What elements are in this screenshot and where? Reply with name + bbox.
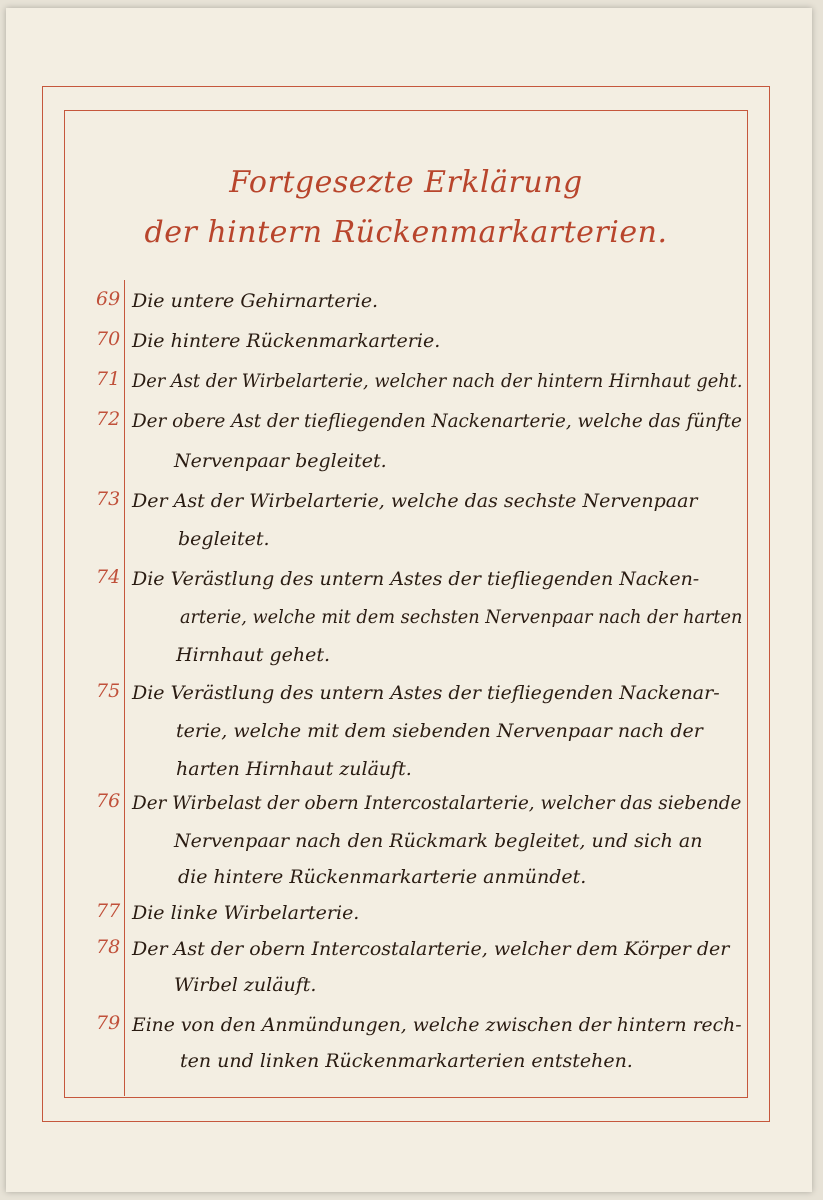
entry-text-line: harten Hirnhaut zuläuft. [176,758,412,780]
entry-number: 74 [96,566,121,588]
entry-text-line: Der Wirbelast der obern Intercostalarterie, welcher das siebende [132,792,742,814]
entry-text-line: Hirnhaut gehet. [176,644,331,666]
entry-text-line: Die Verästlung des untern Astes der tiefliegenden Nackenar- [132,682,720,704]
entry-number: 76 [96,790,121,812]
entry-text-line: die hintere Rückenmarkarterie anmündet. [178,866,587,888]
entry-text-line: arterie, welche mit dem sechsten Nervenpaar nach der harten [180,606,743,628]
entry-number: 78 [96,936,121,958]
entry-text-line: Die linke Wirbelarterie. [132,902,360,924]
entry-text-line: Die hintere Rückenmarkarterie. [132,330,441,352]
entry-text-line: terie, welche mit dem siebenden Nervenpaar nach der [176,720,703,742]
entry-number: 73 [96,488,121,510]
entry-text-line: begleitet. [178,528,270,550]
entry-text-line: Nervenpaar nach den Rückmark begleitet, und sich an [174,830,703,852]
entry-text-line: Wirbel zuläuft. [174,974,317,996]
entry-number: 75 [96,680,121,702]
entry-number: 69 [96,288,121,310]
entry-text-line: Nervenpaar begleitet. [174,450,387,472]
entry-number: 70 [96,328,121,350]
entry-text-line: Die Verästlung des untern Astes der tiefliegenden Nacken- [132,568,700,590]
title-line-1: Fortgesezte Erklärung [229,165,583,200]
entry-number: 71 [96,368,121,390]
entry-text-line: Der Ast der obern Intercostalarterie, welcher dem Körper der [132,938,730,960]
entry-text-line: Der Ast der Wirbelarterie, welche das sechste Nervenpaar [132,490,698,512]
entry-number: 79 [96,1012,121,1034]
entry-text-line: Eine von den Anmündungen, welche zwischen der hintern rech- [132,1014,742,1036]
entry-number: 77 [96,900,121,922]
entry-text-line: ten und linken Rückenmarkarterien entstehen. [180,1050,633,1072]
entry-text-line: Die untere Gehirnarterie. [132,290,379,312]
entry-text-line: Der obere Ast der tiefliegenden Nackenarterie, welche das fünfte [132,410,742,432]
title-line-2: der hintern Rückenmarkarterien. [144,215,668,250]
entry-number: 72 [96,408,121,430]
entry-text-line: Der Ast der Wirbelarterie, welcher nach der hintern Hirnhaut geht. [132,370,743,392]
